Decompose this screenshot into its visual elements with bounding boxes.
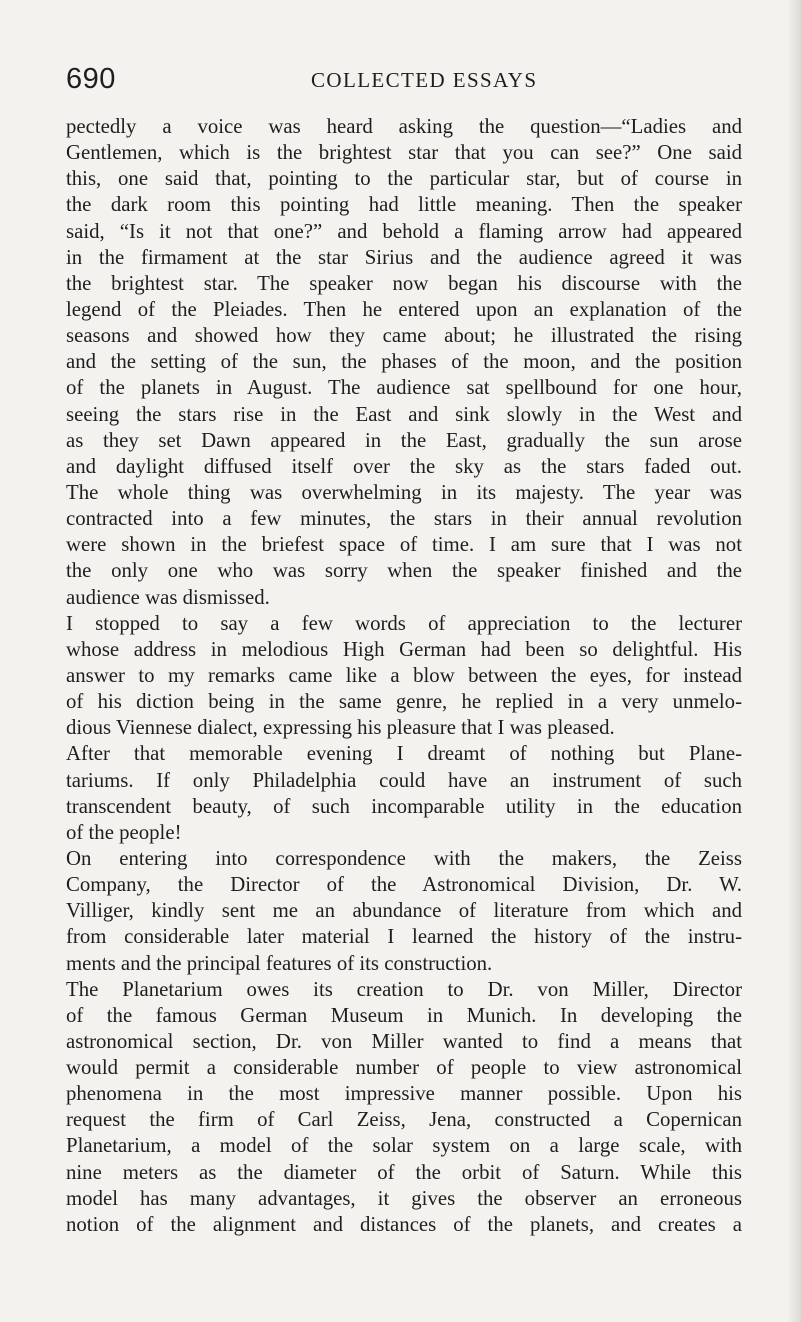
text-line: and the setting of the sun, the phases of the moon, and the position [66, 350, 742, 374]
text-line: Villiger, kindly sent me an abundance of literature from which and [66, 899, 742, 923]
text-line: nine meters as the diameter of the orbit of Saturn. While this [66, 1160, 742, 1184]
text-line: of his diction being in the same genre, he replied in a very unmelo- [66, 690, 742, 714]
text-line: model has many advantages, it gives the observer an erroneous [66, 1186, 742, 1210]
body-text [66, 114, 742, 1238]
running-head [66, 62, 740, 96]
text-line: notion of the alignment and distances of the planets, and creates a [66, 1212, 742, 1236]
running-title: COLLECTED ESSAYS [311, 68, 538, 92]
text-line: audience was dismissed. [66, 585, 270, 609]
text-line: this, one said that, pointing to the particular star, but of course in [66, 167, 742, 191]
text-line: would permit a considerable number of people to view astronomical [66, 1056, 742, 1080]
text-line: the dark room this pointing had little meaning. Then the speaker [66, 193, 742, 217]
text-line: the only one who was sorry when the speaker finished and the [66, 559, 742, 583]
text-line: whose address in melodious High German had been so delightful. His [66, 637, 742, 661]
text-line: said, “Is it not that one?” and behold a flaming arrow had appeared [66, 219, 742, 243]
text-line: of the people! [66, 820, 182, 844]
text-line: of the famous German Museum in Munich. In developing the [66, 1003, 742, 1027]
text-line: astronomical section, Dr. von Miller wanted to find a means that [66, 1029, 742, 1053]
text-line: The Planetarium owes its creation to Dr. von Miller, Director [66, 977, 742, 1001]
text-line: seeing the stars rise in the East and sink slowly in the West and [66, 402, 742, 426]
text-line: phenomena in the most impressive manner possible. Upon his [66, 1082, 742, 1106]
text-line: from considerable later material I learned the history of the instru- [66, 925, 742, 949]
text-line: I stopped to say a few words of appreciation to the lecturer [66, 611, 742, 635]
text-line: request the firm of Carl Zeiss, Jena, constructed a Copernican [66, 1108, 742, 1132]
text-line: dious Viennese dialect, expressing his pleasure that I was pleased. [66, 716, 615, 740]
page-edge-shadow [787, 0, 801, 1322]
text-line: Planetarium, a model of the solar system on a large scale, with [66, 1134, 742, 1158]
text-line: of the planets in August. The audience sat spellbound for one hour, [66, 376, 742, 400]
text-line: The whole thing was overwhelming in its majesty. The year was [66, 480, 742, 504]
text-line: the brightest star. The speaker now began his discourse with the [66, 271, 742, 295]
text-line: ments and the principal features of its construction. [66, 951, 493, 975]
text-line: After that memorable evening I dreamt of nothing but Plane- [66, 742, 742, 766]
text-line: legend of the Pleiades. Then he entered upon an explanation of the [66, 297, 742, 321]
text-line: in the firmament at the star Sirius and the audience agreed it was [66, 245, 742, 269]
text-line: were shown in the briefest space of time. I am sure that I was not [66, 533, 742, 557]
text-line: Company, the Director of the Astronomical Division, Dr. W. [66, 873, 742, 897]
text-line: tariums. If only Philadelphia could have an instrument of such [66, 768, 742, 792]
text-line: seasons and showed how they came about; he illustrated the rising [66, 324, 742, 348]
text-line: answer to my remarks came like a blow between the eyes, for instead [66, 663, 742, 687]
text-line: On entering into correspondence with the makers, the Zeiss [66, 846, 742, 870]
text-line: contracted into a few minutes, the stars in their annual revolution [66, 507, 742, 531]
text-line: as they set Dawn appeared in the East, gradually the sun arose [66, 428, 742, 452]
page-number: 690 [66, 63, 116, 95]
text-line: pectedly a voice was heard asking the question—“Ladies and [66, 115, 742, 138]
text-line: transcendent beauty, of such incomparable utility in the education [66, 794, 742, 818]
text-line: and daylight diffused itself over the sky as the stars faded out. [66, 454, 742, 478]
text-line: Gentlemen, which is the brightest star that you can see?” One said [66, 141, 742, 165]
